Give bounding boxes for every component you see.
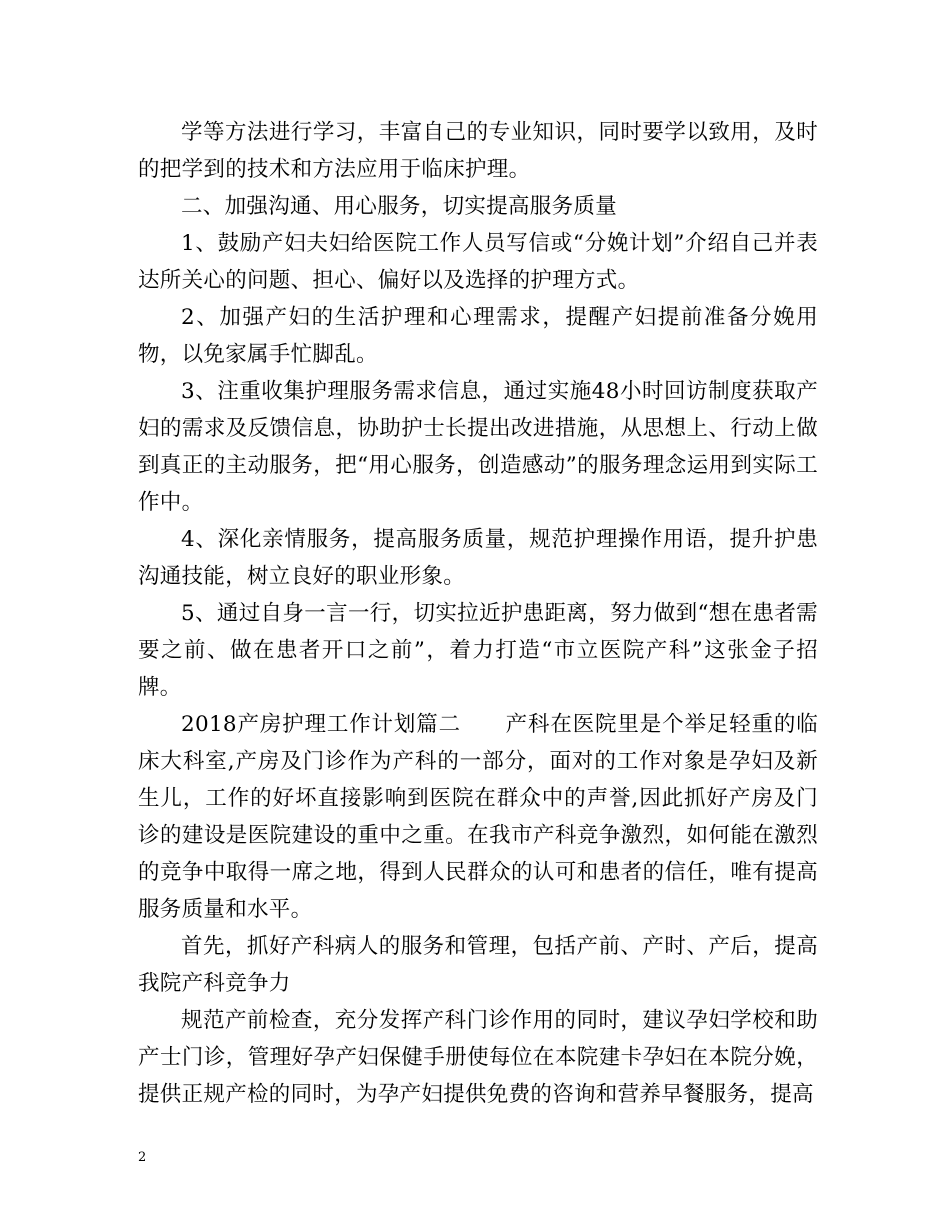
paragraph-plan-part-two: 2018产房护理工作计划篇二 产科在医院里是个举足轻重的临床大科室,产房及门诊作为产科的一部分，面对的工作对象是孕妇及新生儿，工作的好坏直接影响到医院在群众中的声誉,因此抓好产房及门诊的建设是医院建设的重中之重。在我市产科竞争激烈，如何能在激烈的竞争中取得一席之地，得到人民群众的认可和患者的信任，唯有提高服务质量和水平。 [138,712,818,922]
paragraph-item-5: 5、通过自身一言一行，切实拉近护患距离，努力做到“想在患者需要之前、做在患者开口之前”，着力打造“市立医院产科”这张金子招牌。 [138,601,818,700]
paragraph-1: 学等方法进行学习，丰富自己的专业知识，同时要学以致用，及时的把学到的技术和方法应用于临床护理。 [138,120,818,182]
page-number: 2 [138,1150,147,1165]
paragraph-first-point: 首先，抓好产科病人的服务和管理，包括产前、产时、产后，提高我院产科竞争力 [138,934,818,996]
paragraph-item-1: 1、鼓励产妇夫妇给医院工作人员写信或“分娩计划”介绍自己并表达所关心的问题、担心、偏好以及选择的护理方式。 [138,231,818,293]
document-body [138,114,818,1113]
paragraph-item-4: 4、深化亲情服务，提高服务质量，规范护理操作用语，提升护患沟通技能，树立良好的职业形象。 [138,527,818,589]
paragraph-item-3: 3、注重收集护理服务需求信息，通过实施48小时回访制度获取产妇的需求及反馈信息，协助护士长提出改进措施，从思想上、行动上做到真正的主动服务，把“用心服务，创造感动”的服务理念运用到实际工作中。 [138,379,818,515]
section-heading: 二、加强沟通、用心服务，切实提高服务质量 [181,194,618,219]
paragraph-item-2: 2、加强产妇的生活护理和心理需求，提醒产妇提前准备分娩用物，以免家属手忙脚乱。 [138,305,818,367]
paragraph-prenatal-check: 规范产前检查，充分发挥产科门诊作用的同时，建议孕妇学校和助产士门诊，管理好孕产妇保健手册使每位在本院建卡孕妇在本院分娩，提供正规产检的同时，为孕产妇提供免费的咨询和营养早餐服务，提高 [138,1008,818,1107]
